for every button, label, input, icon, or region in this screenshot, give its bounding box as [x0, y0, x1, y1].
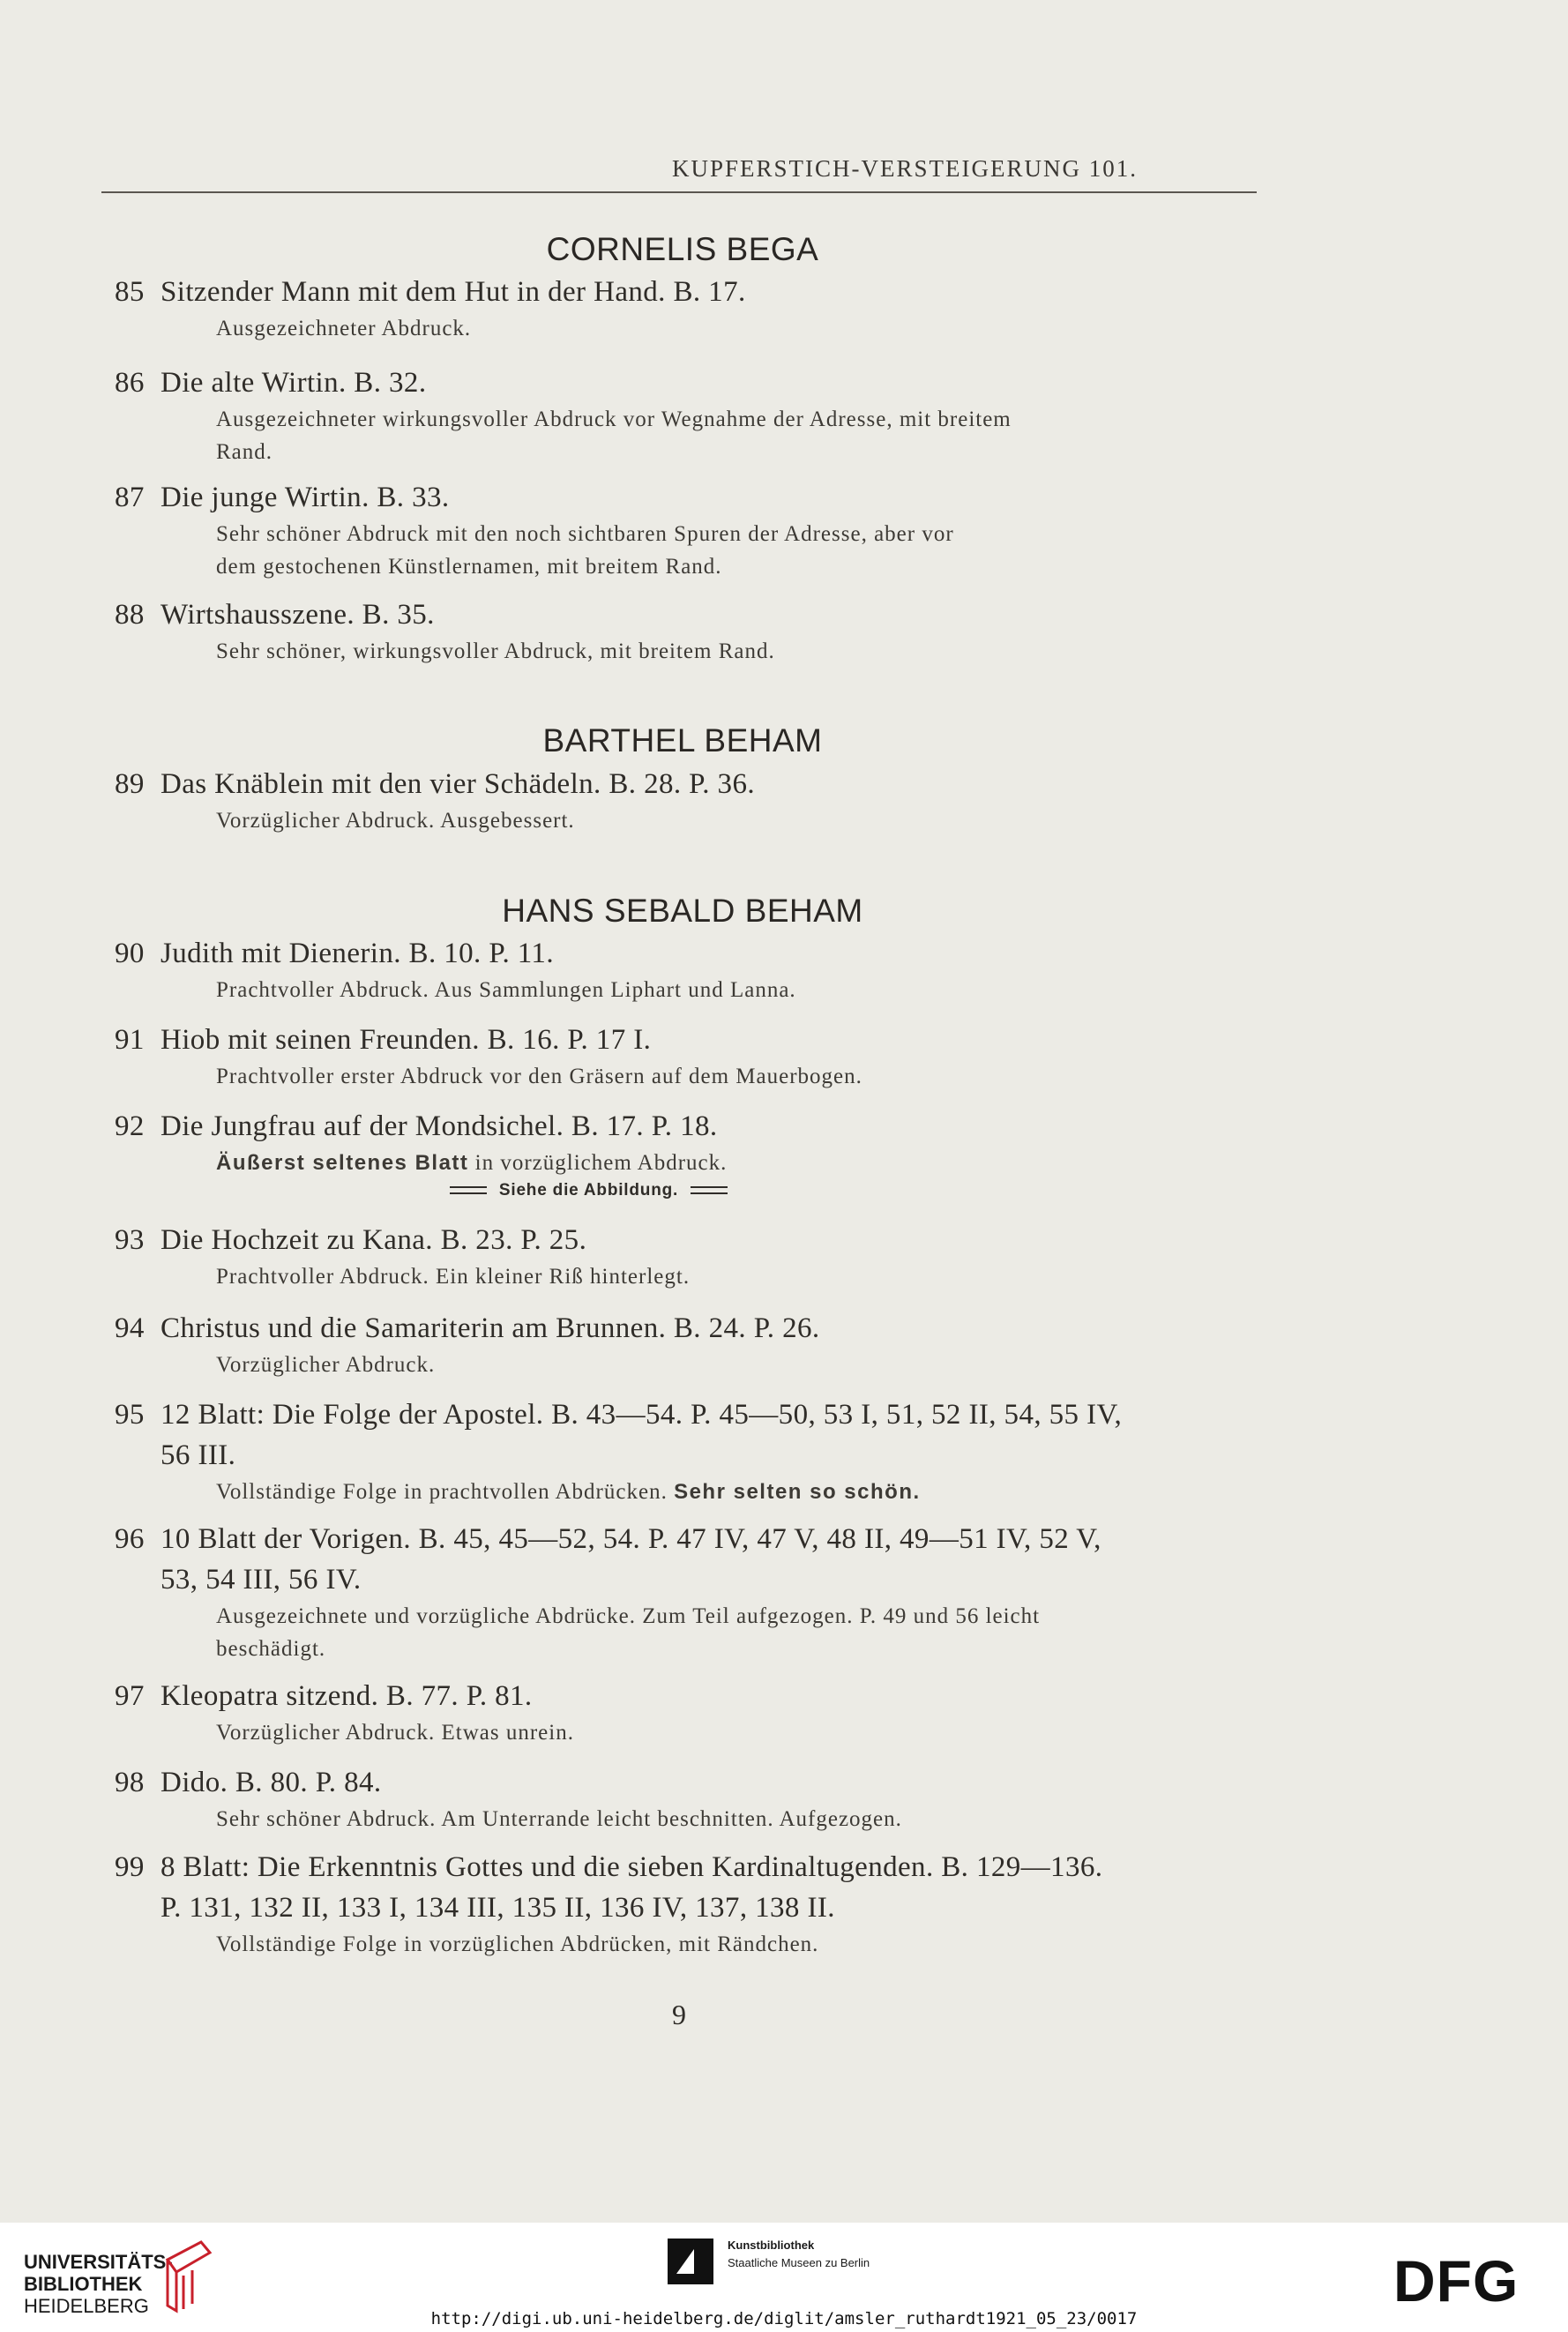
ub-line-3: HEIDELBERG [24, 2295, 149, 2317]
lot-note: Prachtvoller Abdruck. Aus Sammlungen Liphart und Lanna. [216, 978, 796, 1002]
catalog-entry-96 [115, 1519, 1279, 1665]
lot-number: 96 [115, 1523, 145, 1555]
lot-note-emphasis: Äußerst seltenes Blatt [216, 1151, 469, 1175]
lot-note-continued: dem gestochenen Künstlernamen, mit breitem Rand. [216, 555, 722, 579]
catalog-entry-99 [115, 1847, 1279, 1961]
lot-title: 8 Blatt: Die Erkenntnis Gottes und die sieben Kardinaltugenden. B. 129—136. [161, 1851, 1103, 1883]
lot-note: Prachtvoller erster Abdruck vor den Gräsern auf dem Mauerbogen. [216, 1065, 862, 1088]
illustration-reference [115, 1181, 1063, 1200]
lot-number: 99 [115, 1851, 145, 1883]
lot-note: Vorzüglicher Abdruck. Etwas unrein. [216, 1721, 574, 1745]
lot-title: 10 Blatt der Vorigen. B. 45, 45—52, 54. P. 47 IV, 47 V, 48 II, 49—51 IV, 52 V, [161, 1523, 1101, 1555]
ub-line-2: BIBLIOTHEK [24, 2273, 143, 2295]
catalog-entry-98 [115, 1762, 1279, 1835]
running-header: KUPFERSTICH-VERSTEIGERUNG 101. [671, 155, 1138, 182]
dfg-logo: DFG [1393, 2248, 1519, 2313]
catalog-entry-94 [115, 1308, 1279, 1381]
kunstbibliothek-logo-icon [668, 2239, 713, 2284]
lot-note-continued: Rand. [216, 440, 273, 464]
catalog-entry-90 [115, 933, 1279, 1006]
catalog-entry-89 [115, 764, 1279, 837]
lot-title: Judith mit Dienerin. B. 10. P. 11. [161, 938, 554, 969]
lot-title: Hiob mit seinen Freunden. B. 16. P. 17 I. [161, 1024, 652, 1056]
lot-title-continued: 53, 54 III, 56 IV. [161, 1564, 362, 1596]
lot-note: Ausgezeichneter Abdruck. [216, 317, 472, 340]
lot-number: 86 [115, 367, 145, 399]
lot-title: Christus und die Samariterin am Brunnen. B. 24. P. 26. [161, 1312, 820, 1344]
lot-number: 85 [115, 276, 145, 308]
catalog-entry-91 [115, 1020, 1279, 1093]
lot-note: Vorzüglicher Abdruck. Ausgebessert. [216, 809, 575, 833]
catalog-entry-87 [115, 477, 1279, 583]
catalog-entry-97 [115, 1676, 1279, 1749]
lot-note: Ausgezeichneter wirkungsvoller Abdruck vor Wegnahme der Adresse, mit breitem [216, 407, 1012, 431]
lot-title: Die alte Wirtin. B. 32. [161, 367, 427, 399]
permalink-url[interactable]: http://digi.ub.uni-heidelberg.de/diglit/amsler_ruthardt1921_05_23/0017 [430, 2309, 1138, 2328]
illustration-label: Siehe die Abbildung. [498, 1181, 679, 1200]
lot-note: Vollständige Folge in prachtvollen Abdrücken. [216, 1480, 675, 1504]
lot-number: 87 [115, 482, 145, 513]
catalog-entry-93 [115, 1220, 1279, 1293]
lot-note-continued: beschädigt. [216, 1637, 326, 1661]
section-title-barthel-beham: BARTHEL BEHAM [542, 722, 823, 759]
lot-note: Ausgezeichnete und vorzügliche Abdrücke. Zum Teil aufgezogen. P. 49 und 56 leicht [216, 1604, 1041, 1628]
lot-number: 98 [115, 1767, 145, 1798]
lot-title: Das Knäblein mit den vier Schädeln. B. 28. P. 36. [161, 768, 756, 800]
lot-note: Sehr schöner Abdruck. Am Unterrande leicht beschnitten. Aufgezogen. [216, 1807, 902, 1831]
catalog-entry-85 [115, 272, 1279, 345]
page-number: 9 [672, 1999, 686, 2030]
lot-number: 97 [115, 1680, 145, 1712]
header-rule [101, 191, 1257, 193]
ub-line-1: UNIVERSITÄTS- [24, 2251, 173, 2273]
kb-line-2: Staatliche Museen zu Berlin [728, 2256, 870, 2269]
lot-title-continued: 56 III. [161, 1439, 236, 1471]
catalog-entry-92 [115, 1106, 1279, 1200]
double-rule-right [691, 1186, 728, 1194]
lot-number: 91 [115, 1024, 145, 1056]
lot-note: Vollständige Folge in vorzüglichen Abdrücken, mit Rändchen. [216, 1932, 819, 1956]
catalog-entry-86 [115, 363, 1279, 468]
lot-number: 95 [115, 1399, 145, 1431]
lot-title: Die Hochzeit zu Kana. B. 23. P. 25. [161, 1224, 587, 1256]
lot-title: Dido. B. 80. P. 84. [161, 1767, 382, 1798]
lot-number: 90 [115, 938, 145, 969]
lot-note: Vorzüglicher Abdruck. [216, 1353, 436, 1377]
section-title-hans-sebald-beham: HANS SEBALD BEHAM [502, 893, 863, 929]
section-title-cornelis-bega: CORNELIS BEGA [546, 231, 819, 267]
digitization-footer [0, 2223, 1568, 2332]
lot-note: Prachtvoller Abdruck. Ein kleiner Riß hinterlegt. [216, 1265, 691, 1289]
lot-number: 88 [115, 599, 145, 631]
lot-number: 89 [115, 768, 145, 800]
double-rule-left [450, 1186, 487, 1194]
kb-line-1: Kunstbibliothek [728, 2239, 815, 2252]
ub-heidelberg-wordmark [24, 2251, 173, 2317]
lot-number: 93 [115, 1224, 145, 1256]
lot-note: Sehr schöner Abdruck mit den noch sichtbaren Spuren der Adresse, aber vor [216, 522, 954, 546]
lot-title-continued: P. 131, 132 II, 133 I, 134 III, 135 II, 136 IV, 137, 138 II. [161, 1892, 835, 1924]
lot-title: Sitzender Mann mit dem Hut in der Hand. B. 17. [161, 276, 746, 308]
lot-number: 94 [115, 1312, 145, 1344]
lot-note: Sehr schöner, wirkungsvoller Abdruck, mit breitem Rand. [216, 639, 775, 663]
lot-number: 92 [115, 1110, 145, 1142]
lot-note: in vorzüglichem Abdruck. [468, 1151, 728, 1175]
kunstbibliothek-wordmark [728, 2237, 870, 2272]
lot-title: Kleopatra sitzend. B. 77. P. 81. [161, 1680, 533, 1712]
lot-title: Wirtshausszene. B. 35. [161, 599, 435, 631]
catalog-entry-95 [115, 1394, 1279, 1508]
catalog-entry-88 [115, 594, 1279, 668]
lot-note-emphasis: Sehr selten so schön. [674, 1480, 921, 1504]
lot-title: Die Jungfrau auf der Mondsichel. B. 17. P. 18. [161, 1110, 718, 1142]
lot-title: 12 Blatt: Die Folge der Apostel. B. 43—54. P. 45—50, 53 I, 51, 52 II, 54, 55 IV, [161, 1399, 1123, 1431]
ub-heidelberg-logo-icon [157, 2235, 219, 2314]
lot-title: Die junge Wirtin. B. 33. [161, 482, 450, 513]
